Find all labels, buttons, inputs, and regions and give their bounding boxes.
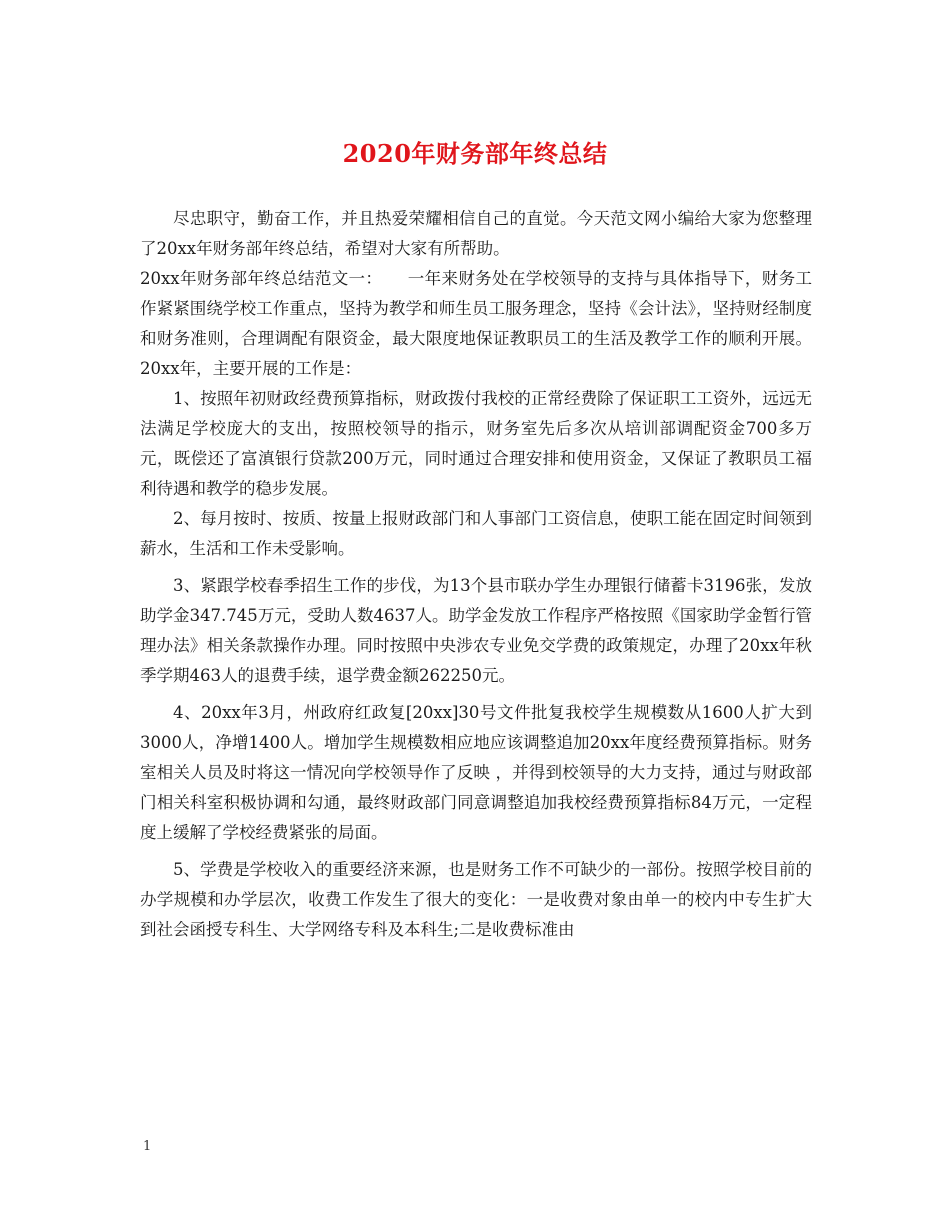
item-2-paragraph: 2、每月按时、按质、按量上报财政部门和人事部门工资信息，使职工能在固定时间领到薪水，生活和工作未受影响。 — [140, 509, 812, 558]
item-5-paragraph: 5、学费是学校收入的重要经济来源，也是财务工作不可缺少的一部份。按照学校目前的办学规模和办学层次，收费工作发生了很大的变化：一是收费对象由单一的校内中专生扩大到社会函授专科生、大学网络专科及本科生;二是收费标准由 — [140, 860, 812, 939]
sample-heading-paragraph: 20xx年财务部年终总结范文一： 一年来财务处在学校领导的支持与具体指导下，财务工作紧紧围绕学校工作重点，坚持为教学和师生员工服务理念，坚持《会计法》，坚持财经制度和财务准则，合理调配有限资金，最大限度地保证教职员工的生活及教学工作的顺利开展。20xx年，主要开展的工作是： — [140, 269, 812, 378]
item-3-paragraph: 3、紧跟学校春季招生工作的步伐，为13个县市联办学生办理银行储蓄卡3196张，发放助学金347.745万元，受助人数4637人。助学金发放工作程序严格按照《国家助学金暂行管理办法》相关条款操作办理。同时按照中央涉农专业免交学费的政策规定，办理了20xx年秋季学期463人的退费手续，退学费金额262250元。 — [140, 576, 812, 685]
item-1-paragraph: 1、按照年初财政经费预算指标，财政拨付我校的正常经费除了保证职工工资外，远远无法满足学校庞大的支出，按照校领导的指示，财务室先后多次从培训部调配资金700多万元，既偿还了富滇银行贷款200万元，同时通过合理安排和使用资金，又保证了教职员工福利待遇和教学的稳步发展。 — [140, 389, 812, 498]
intro-paragraph: 尽忠职守，勤奋工作，并且热爱荣耀相信自己的直觉。今天范文网小编给大家为您整理了20xx年财务部年终总结，希望对大家有所帮助。 — [140, 209, 812, 258]
page-number: 1 — [143, 1139, 152, 1154]
document-body — [140, 204, 812, 945]
item-4-paragraph: 4、20xx年3月，州政府红政复[20xx]30号文件批复我校学生规模数从1600人扩大到3000人，净增1400人。增加学生规模数相应地应该调整追加20xx年度经费预算指标。财务室相关人员及时将这一情况向学校领导作了反映 ，并得到校领导的大力支持，通过与财政部门相关科室积极协调和勾通，最终财政部门同意调整追加我校经费预算指标84万元，一定程度上缓解了学校经费紧张的局面。 — [140, 703, 812, 842]
document-title: 2020年财务部年终总结 — [342, 139, 608, 168]
